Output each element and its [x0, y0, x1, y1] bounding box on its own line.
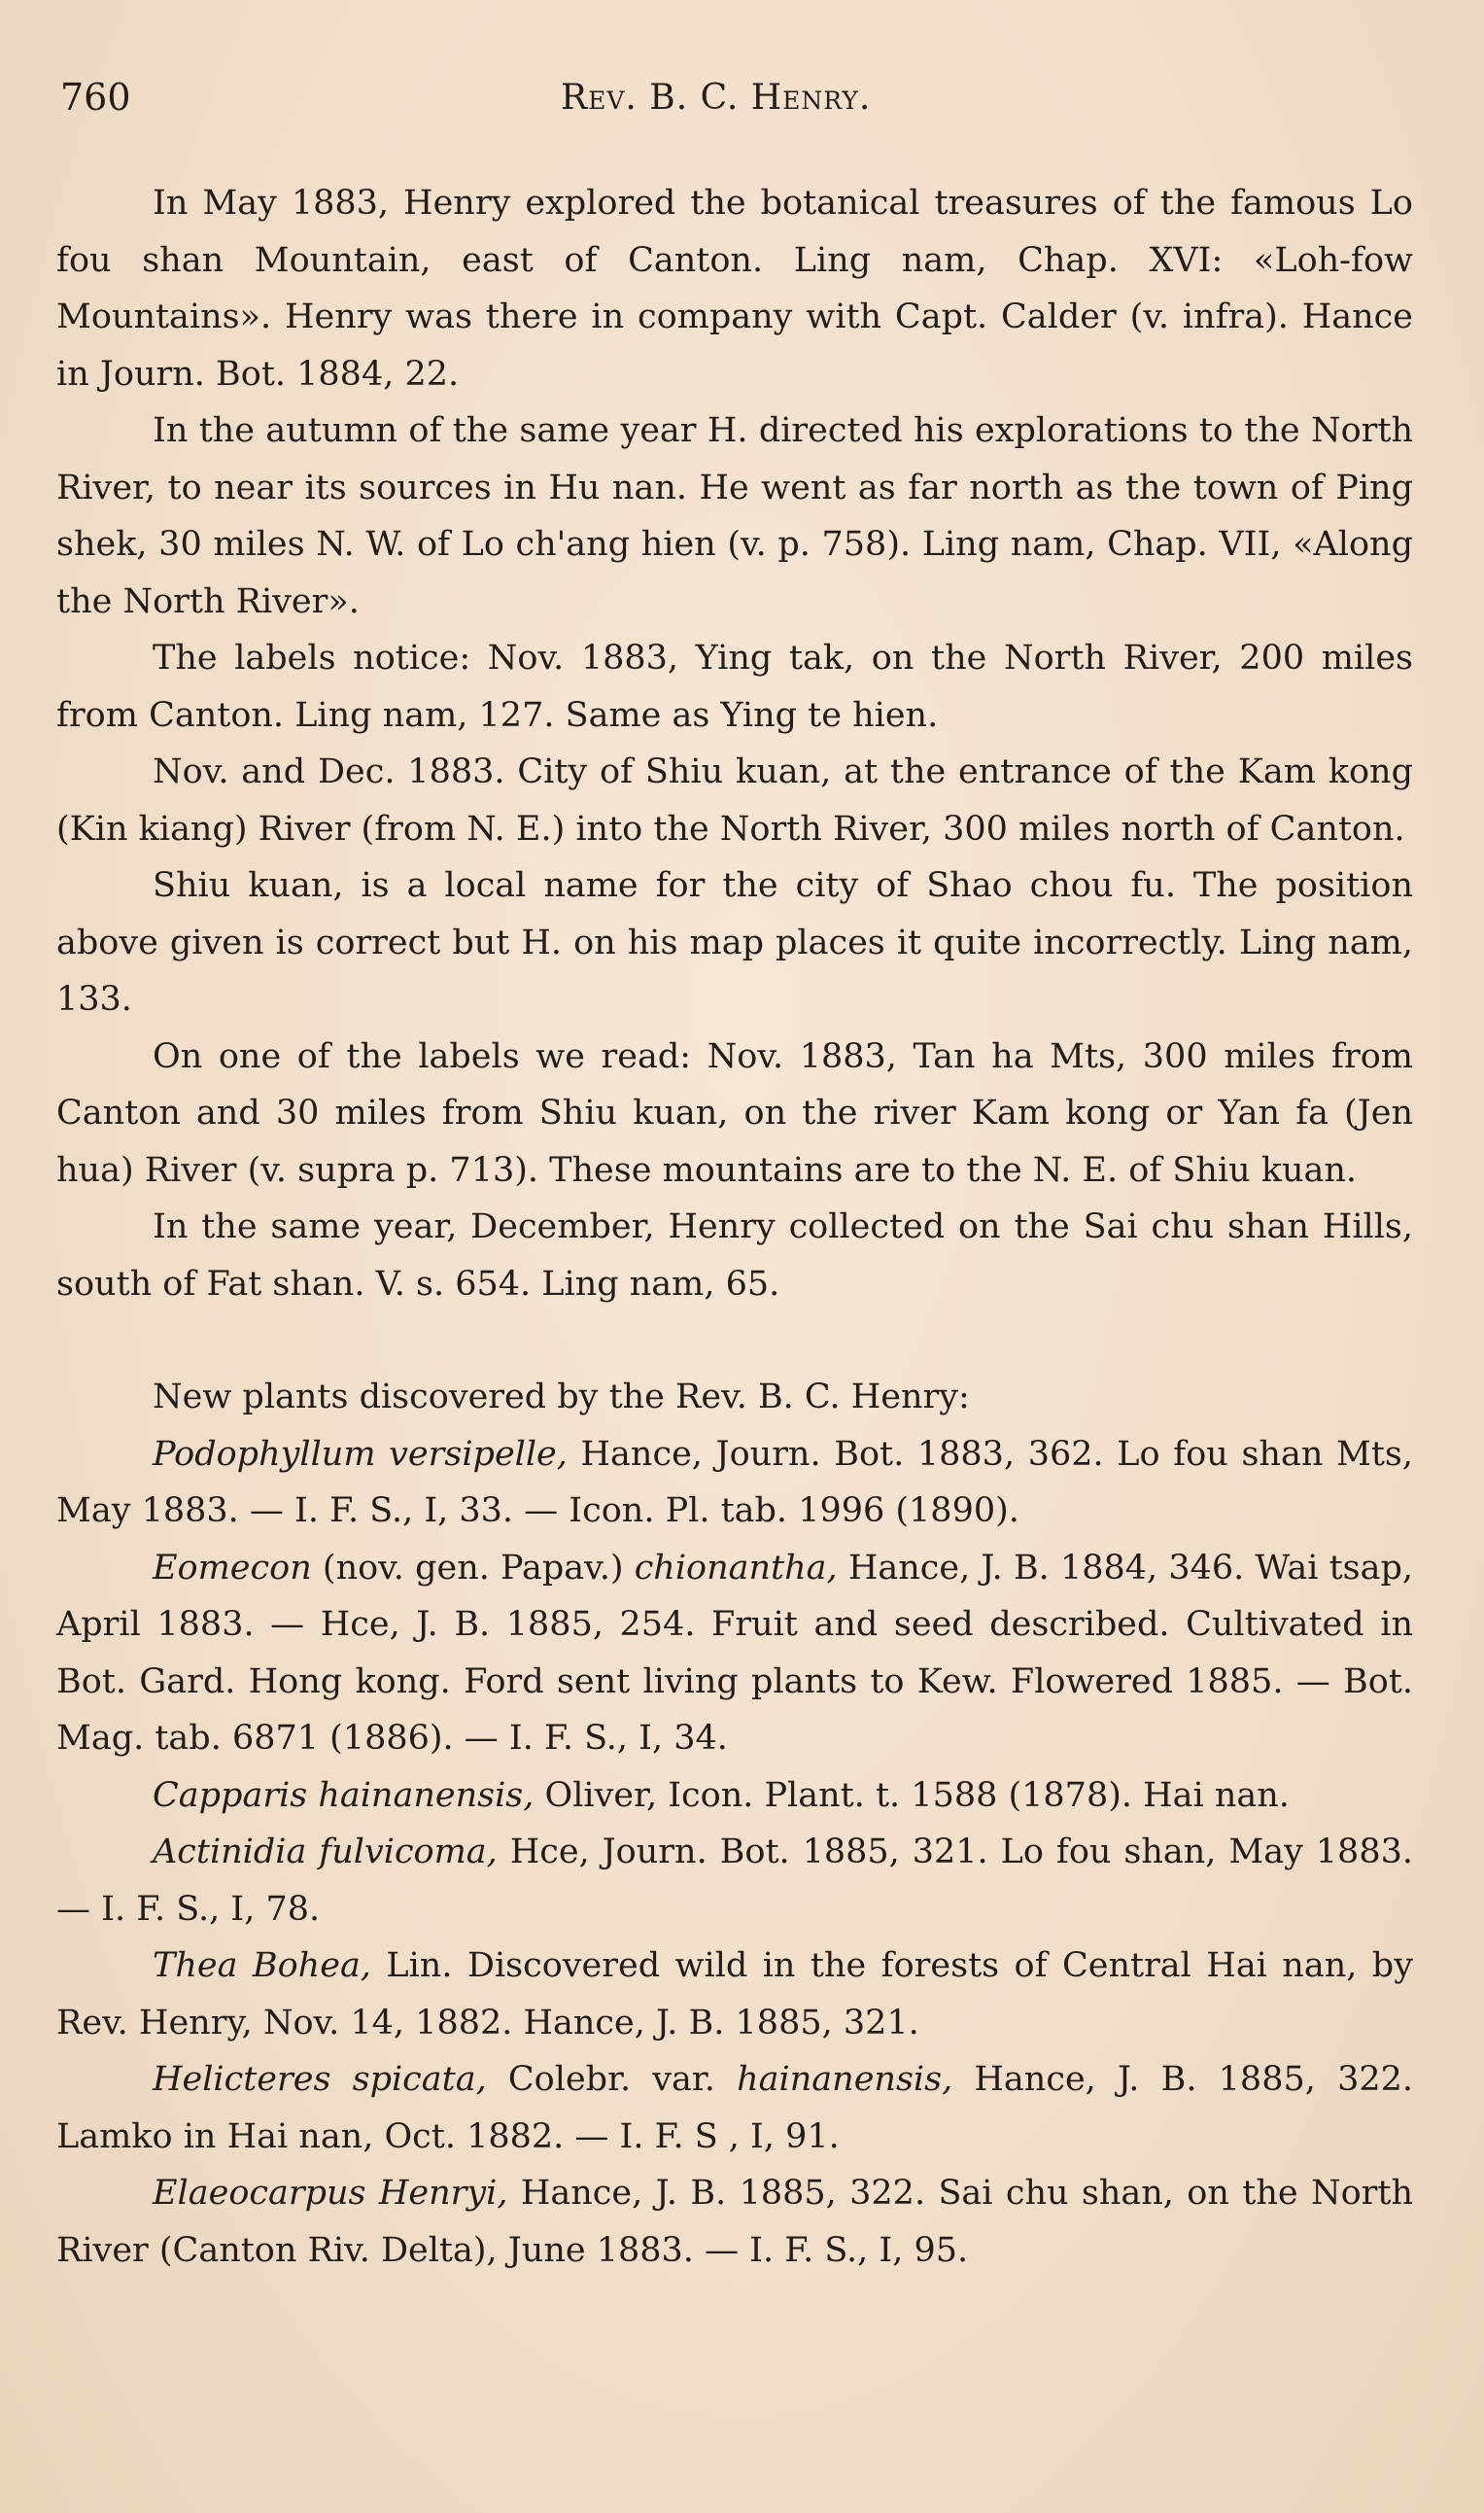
paragraph-ying-tak: The labels notice: Nov. 1883, Ying tak, on the North River, 200 miles from Canton. Ling nam, 127. Same as Ying te hien.: [56, 639, 1413, 735]
paragraph-shiu-kuan-name: Shiu kuan, is a local name for the city of Shao chou fu. The position above given is correct but H. on his map places it quite incorrectly. Ling nam, 133.: [56, 866, 1413, 1019]
plant-citation: Oliver, Icon. Plant. t. 1588 (1878). Hai nan.: [534, 1775, 1290, 1815]
paragraph-lo-fou-shan: In May 1883, Henry explored the botanical treasures of the famous Lo fou shan Mountain, east of Canton. Ling nam, Chap. XVI: «Loh-fow Mountains». Henry was there in company with Capt. Calder (v. infra). Hance in Journ. Bot. 1884, 22.: [56, 184, 1413, 394]
plant-name: Helicteres spicata,: [153, 2060, 487, 2099]
running-head: [60, 76, 1408, 134]
plant-name: Elaeocarpus Henryi,: [153, 2174, 508, 2213]
plant-entry: [56, 1767, 1413, 1825]
plant-name: Thea Bohea,: [153, 1946, 371, 1985]
plant-citation: Lin. Discovered wild in the forests of Central Hai nan, by Rev. Henry, Nov. 14, 1882. Hance, J. B. 1885, 321.: [56, 1946, 1413, 2042]
plant-entry: [56, 1540, 1413, 1767]
paragraph-tan-ha-mts: On one of the labels we read: Nov. 1883, Tan ha Mts, 300 miles from Canton and 30 miles from Shiu kuan, on the river Kam kong or Yan fa (Jen hua) River (v. supra p. 713). These mountains are to the N. E. of Shiu kuan.: [56, 1036, 1413, 1190]
plant-variety-name: hainanensis,: [737, 2060, 953, 2099]
plant-entry: [56, 1426, 1413, 1540]
plant-citation: Hance, J. B. 1885, 322. Sai chu shan, on the North River (Canton Riv. Delta), June 1883. — I. F. S., I, 95.: [56, 2174, 1413, 2270]
running-title: Rev. B. C. Henry.: [561, 78, 872, 118]
paragraph-shiu-kuan-city: Nov. and Dec. 1883. City of Shiu kuan, at the entrance of the Kam kong (Kin kiang) River (from N. E.) into the North River, 300 miles north of Canton.: [56, 752, 1413, 849]
plant-name: Eomecon: [153, 1548, 312, 1588]
plant-citation: Colebr. var.: [486, 2060, 738, 2099]
plant-name: Podophyllum versipelle,: [153, 1434, 568, 1474]
plants-intro: New plants discovered by the Rev. B. C. Henry:: [153, 1378, 970, 1416]
plant-name: Actinidia fulvicoma,: [153, 1832, 498, 1871]
page-body: [56, 175, 1413, 2279]
plant-entry: [56, 1824, 1413, 1937]
plant-citation: Hance, Journ. Bot. 1883, 362. Lo fou shan Mts, May 1883. — I. F. S., I, 33. — Icon. Pl. tab. 1996 (1890).: [56, 1434, 1414, 1530]
plant-citation: Hce, Journ. Bot. 1885, 321. Lo fou shan, May 1883. — I. F. S., I, 78.: [56, 1832, 1413, 1929]
plant-citation: Hance, J. B. 1884, 346. Wai tsap, April 1883. — Hce, J. B. 1885, 254. Fruit and seed described. Cultivated in Bot. Gard. Hong kong. Ford sent living plants to Kew. Flowered 1885. — Bot. Mag. tab. 6871 (1886). — I. F. S., I, 34.: [56, 1548, 1413, 1758]
plant-citation: (nov. gen. Papav.): [311, 1548, 635, 1588]
section-gap: [56, 1312, 1413, 1369]
plant-entry: [56, 1937, 1413, 2051]
paragraph-north-river: In the autumn of the same year H. directed his explorations to the North River, to near its sources in Hu nan. He went as far north as the town of Ping shek, 30 miles N. W. of Lo ch'ang hien (v. p. 758). Ling nam, Chap. VII, «Along the North River».: [56, 411, 1413, 621]
plant-citation: Hance, J. B. 1885, 322. Lamko in Hai nan, Oct. 1882. — I. F. S , I, 91.: [56, 2060, 1413, 2156]
page-number: 760: [60, 76, 131, 119]
plant-species-name: chionantha,: [634, 1548, 838, 1588]
paragraph-sai-chu-shan: In the same year, December, Henry collected on the Sai chu shan Hills, south of Fat shan. V. s. 654. Ling nam, 65.: [56, 1207, 1413, 1304]
plant-entry: [56, 2165, 1413, 2279]
plant-entry: [56, 2051, 1413, 2165]
plant-name: Capparis hainanensis,: [153, 1775, 535, 1815]
